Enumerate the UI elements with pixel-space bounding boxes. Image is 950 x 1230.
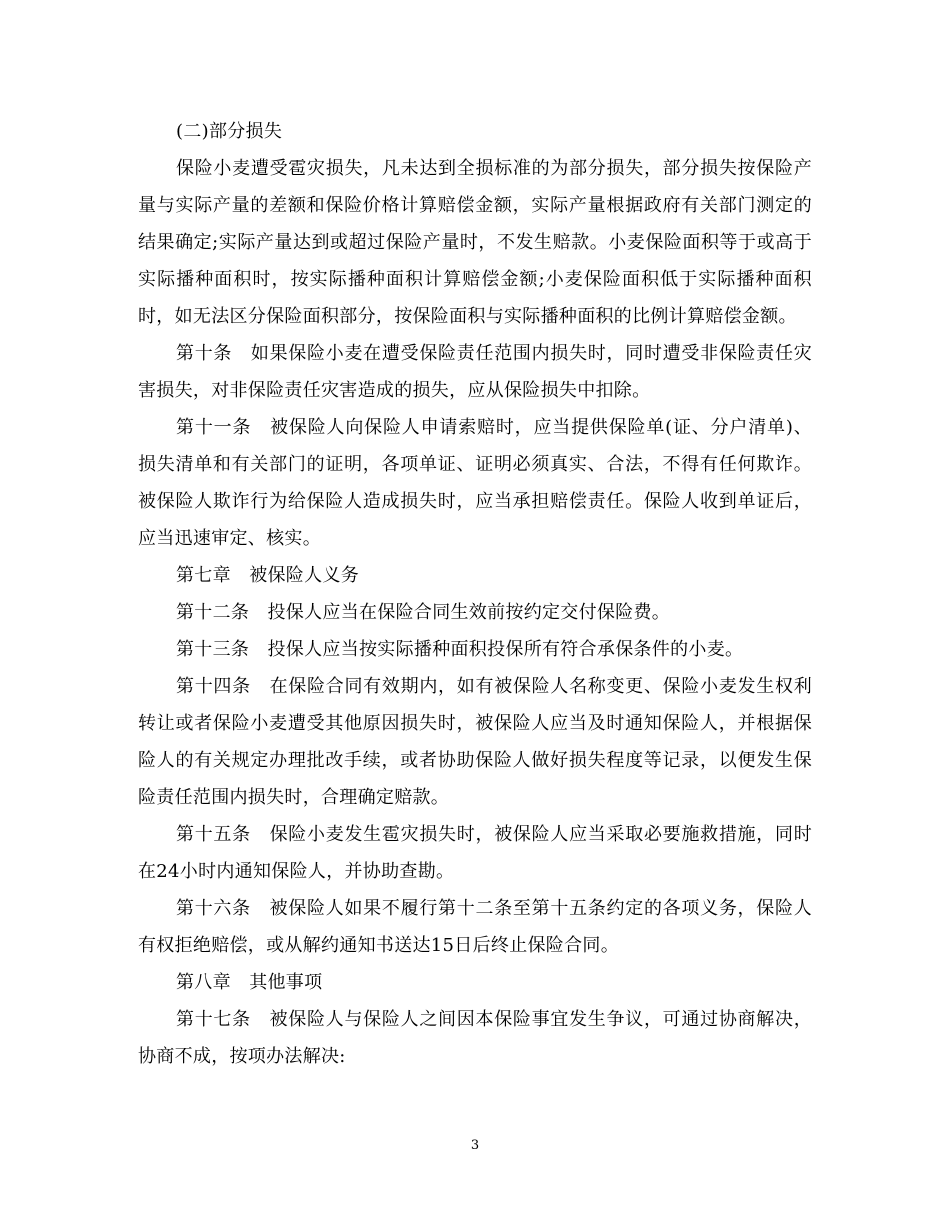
paragraph-article-17: 第十七条 被保险人与保险人之间因本保险事宜发生争议，可通过协商解决，协商不成，按项办法解决: <box>138 1009 812 1067</box>
paragraph-article-14: 第十四条 在保险合同有效期内，如有被保险人名称变更、保险小麦发生权利转让或者保险小麦遭受其他原因损失时，被保险人应当及时通知保险人，并根据保险人的有关规定办理批改手续，或者协助保险人做好损失程度等记录，以便发生保险责任范围内损失时，合理确定赔款。 <box>138 676 812 808</box>
paragraph-article-12: 第十二条 投保人应当在保险合同生效前按约定交付保险费。 <box>176 602 671 623</box>
paragraph-partial-loss-heading: (二)部分损失 <box>176 121 283 142</box>
paragraph-article-13: 第十三条 投保人应当按实际播种面积投保所有符合承保条件的小麦。 <box>176 639 744 660</box>
document-body <box>138 113 812 1075</box>
page-number: 3 <box>470 1138 480 1153</box>
paragraph-article-10: 第十条 如果保险小麦在遭受保险责任范围内损失时，同时遭受非保险责任灾害损失，对非保险责任灾害造成的损失，应从保险损失中扣除。 <box>138 343 812 401</box>
paragraph-article-15: 第十五条 保险小麦发生雹灾损失时，被保险人应当采取必要施救措施，同时在24小时内通知保险人，并协助查勘。 <box>138 824 812 882</box>
paragraph-partial-loss-body: 保险小麦遭受雹灾损失，凡未达到全损标准的为部分损失，部分损失按保险产量与实际产量的差额和保险价格计算赔偿金额，实际产量根据政府有关部门测定的结果确定;实际产量达到或超过保险产量时，不发生赔款。小麦保险面积等于或高于实际播种面积时，按实际播种面积计算赔偿金额;小麦保险面积低于实际播种面积时，如无法区分保险面积部分，按保险面积与实际播种面积的比例计算赔偿金额。 <box>138 158 812 327</box>
paragraph-article-16: 第十六条 被保险人如果不履行第十二条至第十五条约定的各项义务，保险人有权拒绝赔偿，或从解约通知书送达15日后终止保险合同。 <box>138 898 812 956</box>
paragraph-article-11: 第十一条 被保险人向保险人申请索赔时，应当提供保险单(证、分户清单)、损失清单和有关部门的证明，各项单证、证明必须真实、合法，不得有任何欺诈。被保险人欺诈行为给保险人造成损失时，应当承担赔偿责任。保险人收到单证后，应当迅速审定、核实。 <box>138 417 812 549</box>
heading-chapter-7: 第七章 被保险人义务 <box>176 565 359 586</box>
heading-chapter-8: 第八章 其他事项 <box>176 972 323 993</box>
